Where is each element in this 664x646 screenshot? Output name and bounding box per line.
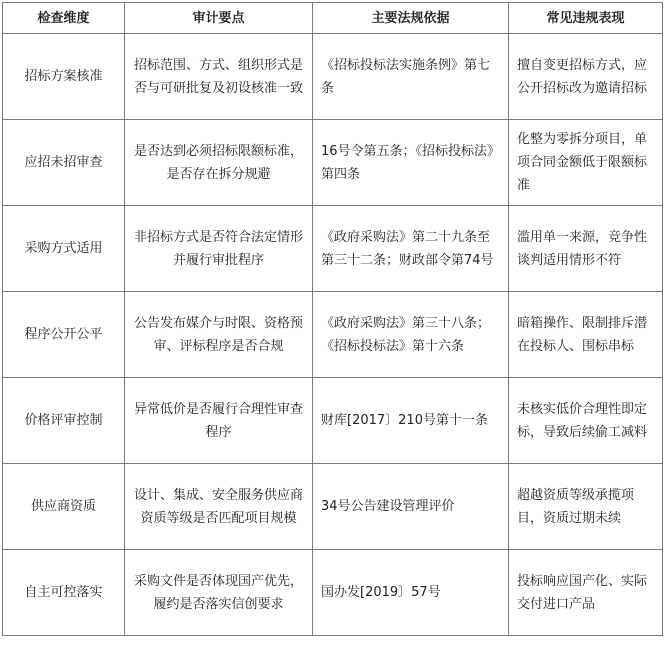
cell-legal-basis: 《政府采购法》第三十八条；《招标投标法》第十六条 xyxy=(313,292,509,378)
table-row xyxy=(3,292,663,378)
cell-audit-point: 招标范围、方式、组织形式是否与可研批复及初设核准一致 xyxy=(125,34,313,120)
header-dimension: 检查维度 xyxy=(3,3,125,34)
table-row xyxy=(3,550,663,636)
cell-dimension: 采购方式适用 xyxy=(3,206,125,292)
audit-checklist-table xyxy=(2,2,663,636)
cell-dimension: 应招未招审查 xyxy=(3,120,125,206)
table-row xyxy=(3,378,663,464)
cell-violation: 擅自变更招标方式，应公开招标改为邀请招标 xyxy=(509,34,663,120)
cell-violation: 暗箱操作、限制排斥潜在投标人、围标串标 xyxy=(509,292,663,378)
cell-violation: 未核实低价合理性即定标，导致后续偷工减料 xyxy=(509,378,663,464)
table-row xyxy=(3,464,663,550)
header-violation: 常见违规表现 xyxy=(509,3,663,34)
table-row xyxy=(3,206,663,292)
cell-legal-basis: 《政府采购法》第二十九条至第三十二条；财政部令第74号 xyxy=(313,206,509,292)
header-audit-point: 审计要点 xyxy=(125,3,313,34)
cell-dimension: 招标方案核准 xyxy=(3,34,125,120)
cell-dimension: 供应商资质 xyxy=(3,464,125,550)
cell-audit-point: 公告发布媒介与时限、资格预审、评标程序是否合规 xyxy=(125,292,313,378)
cell-dimension: 自主可控落实 xyxy=(3,550,125,636)
cell-audit-point: 异常低价是否履行合理性审查程序 xyxy=(125,378,313,464)
cell-dimension: 程序公开公平 xyxy=(3,292,125,378)
header-legal-basis: 主要法规依据 xyxy=(313,3,509,34)
cell-audit-point: 非招标方式是否符合法定情形并履行审批程序 xyxy=(125,206,313,292)
cell-legal-basis: 16号令第五条；《招标投标法》第四条 xyxy=(313,120,509,206)
cell-legal-basis: 国办发[2019〕57号 xyxy=(313,550,509,636)
cell-audit-point: 设计、集成、安全服务供应商资质等级是否匹配项目规模 xyxy=(125,464,313,550)
table-header-row xyxy=(3,3,663,34)
table-row xyxy=(3,34,663,120)
cell-violation: 投标响应国产化、实际交付进口产品 xyxy=(509,550,663,636)
table-row xyxy=(3,120,663,206)
cell-legal-basis: 34号公告建设管理评价 xyxy=(313,464,509,550)
cell-dimension: 价格评审控制 xyxy=(3,378,125,464)
cell-audit-point: 采购文件是否体现国产优先，履约是否落实信创要求 xyxy=(125,550,313,636)
cell-violation: 化整为零拆分项目，单项合同金额低于限额标准 xyxy=(509,120,663,206)
cell-audit-point: 是否达到必须招标限额标准，是否存在拆分规避 xyxy=(125,120,313,206)
cell-legal-basis: 财库[2017〕210号第十一条 xyxy=(313,378,509,464)
cell-violation: 超越资质等级承揽项目，资质过期未续 xyxy=(509,464,663,550)
cell-legal-basis: 《招标投标法实施条例》第七条 xyxy=(313,34,509,120)
cell-violation: 滥用单一来源，竞争性谈判适用情形不符 xyxy=(509,206,663,292)
